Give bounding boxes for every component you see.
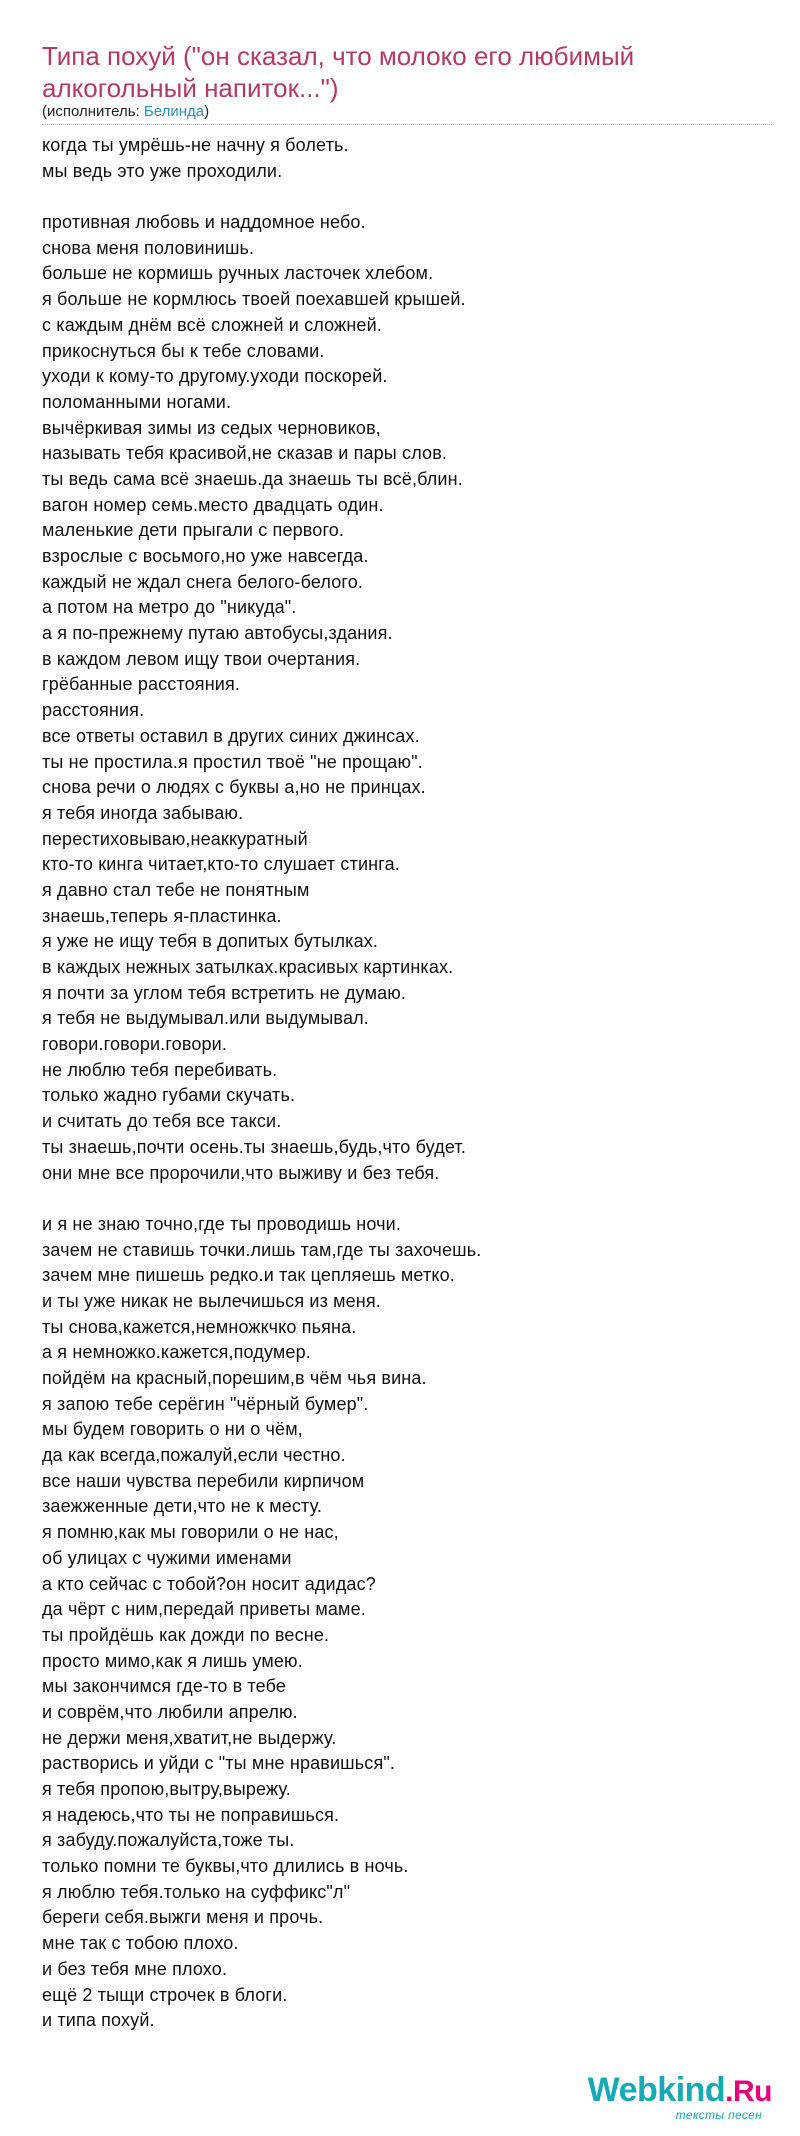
lyric-line: в каждом левом ищу твои очертания. <box>42 648 361 669</box>
lyric-line: не люблю тебя перебивать. <box>42 1059 278 1080</box>
lyric-line: поломанными ногами. <box>42 391 232 412</box>
lyric-line: уходи к кому-то другому.уходи поскорей. <box>42 366 388 387</box>
lyric-line: ты ведь сама всё знаешь.да знаешь ты всё,блин. <box>42 468 463 489</box>
lyric-line: и типа похуй. <box>42 2010 155 2031</box>
lyric-line: ты не простила.я простил твоё "не прощаю". <box>42 751 423 772</box>
lyric-line: и соврём,что любили апрелю. <box>42 1701 298 1722</box>
lyric-line: перестиховываю,неаккуратный <box>42 828 308 849</box>
logo-tagline: тексты песен <box>675 2108 762 2122</box>
lyric-line: я больше не кормлюсь твоей поехавшей крышей. <box>42 289 466 310</box>
lyric-line: и ты уже никак не вылечишься из меня. <box>42 1290 381 1311</box>
artist-link[interactable]: Белинда <box>143 103 205 120</box>
lyric-line: когда ты умрёшь-не начну я болеть. <box>42 135 349 155</box>
lyric-line: я люблю тебя.только на суффикс"л" <box>42 1881 351 1902</box>
lyric-line: мы будем говорить о ни о чём, <box>42 1419 303 1440</box>
logo-tld: .Ru <box>725 2075 772 2108</box>
lyric-line <box>42 184 772 210</box>
lyric-line: ещё 2 тыщи строчек в блоги. <box>42 1984 288 2005</box>
lyric-line: я помню,как мы говорили о не нас, <box>42 1522 339 1543</box>
lyric-line: а потом на метро до "никуда". <box>42 597 297 618</box>
lyric-line: расстояния. <box>42 700 145 721</box>
lyric-line: только помни те буквы,что длились в ночь. <box>42 1856 409 1877</box>
lyric-line: а кто сейчас с тобой?он носит адидас? <box>42 1573 376 1594</box>
lyric-line: называть тебя красивой,не сказав и пары слов. <box>42 443 448 464</box>
lyric-line: ты пройдёшь как дожди по весне. <box>42 1624 330 1645</box>
lyric-line: ты знаешь,почти осень.ты знаешь,будь,что будет. <box>42 1136 466 1157</box>
lyric-line: я тебя пропою,вытру,вырежу. <box>42 1779 291 1799</box>
lyric-line: в каждых нежных затылках.красивых картинках. <box>42 957 454 977</box>
lyric-line: больше не кормишь ручных ласточек хлебом. <box>42 263 434 284</box>
lyric-line: мы ведь это уже проходили. <box>42 160 283 181</box>
lyric-line: снова речи о людях с буквы а,но не принцах. <box>42 777 426 798</box>
logo-wordmark <box>588 2072 772 2110</box>
header-divider <box>42 124 772 125</box>
artist-suffix: ) <box>204 103 210 120</box>
logo-brand: Webkind <box>587 2071 726 2109</box>
artist-line <box>42 102 209 122</box>
lyric-line: я давно стал тебе не понятным <box>42 879 310 900</box>
lyric-line: зачем не ставишь точки.лишь там,где ты захочешь. <box>42 1239 482 1260</box>
site-logo[interactable] <box>588 2072 772 2122</box>
lyric-line: вагон номер семь.место двадцать один. <box>42 494 384 515</box>
lyric-line: говори.говори.говори. <box>42 1034 228 1055</box>
lyric-line: да чёрт с ним,передай приветы маме. <box>42 1599 366 1620</box>
lyric-line: мне так с тобою плохо. <box>42 1933 239 1954</box>
lyrics-text <box>42 133 772 2034</box>
lyric-line: я забуду.пожалуйста,тоже ты. <box>42 1830 295 1851</box>
lyric-line: грёбанные расстояния. <box>42 674 241 695</box>
artist-prefix: (исполнитель: <box>42 103 144 120</box>
lyric-line: взрослые с восьмого,но уже навсегда. <box>42 546 369 566</box>
lyric-line: я уже не ищу тебя в допитых бутылках. <box>42 931 379 952</box>
lyric-line: все ответы оставил в других синих джинсах. <box>42 725 420 746</box>
lyric-line: а я по-прежнему путаю автобусы,здания. <box>42 623 393 644</box>
lyric-line: снова меня половинишь. <box>42 237 255 258</box>
lyric-line: заежженные дети,что не к месту. <box>42 1496 323 1517</box>
lyric-line: с каждым днём всё сложней и сложней. <box>42 314 382 335</box>
lyric-line: кто-то кинга читает,кто-то слушает стинга. <box>42 854 400 875</box>
lyric-line: об улицах с чужими именами <box>42 1547 292 1568</box>
lyric-line: я надеюсь,что ты не поправишься. <box>42 1804 340 1825</box>
lyric-line: и я не знаю точно,где ты проводишь ночи. <box>42 1213 402 1234</box>
lyric-line: прикоснуться бы к тебе словами. <box>42 340 325 361</box>
song-title: Типа похуй ("он сказал, что молоко его любимый алкогольный напиток...") <box>42 41 635 103</box>
lyric-line: все наши чувства перебили кирпичом <box>42 1470 365 1491</box>
lyric-line: я тебя не выдумывал.или выдумывал. <box>42 1008 369 1029</box>
lyric-line: мы закончимся где-то в тебе <box>42 1676 287 1697</box>
lyric-line: зачем мне пишешь редко.и так цепляешь метко. <box>42 1265 455 1286</box>
lyric-line: только жадно губами скучать. <box>42 1085 296 1106</box>
lyric-line: знаешь,теперь я-пластинка. <box>42 905 282 926</box>
lyric-line: и считать до тебя все такси. <box>42 1111 282 1132</box>
lyric-line: а я немножко.кажется,подумер. <box>42 1342 311 1363</box>
lyric-line: ты снова,кажется,немножкчко пьяна. <box>42 1316 357 1337</box>
lyric-line: я почти за углом тебя встретить не думаю. <box>42 982 407 1003</box>
lyric-line: и без тебя мне плохо. <box>42 1958 228 1979</box>
lyric-line <box>42 1186 772 1212</box>
lyric-line: я тебя иногда забываю. <box>42 802 244 823</box>
lyric-line: я запою тебе серёгин "чёрный бумер". <box>42 1393 369 1414</box>
lyric-line: береги себя.выжги меня и прочь. <box>42 1907 324 1928</box>
lyric-line: просто мимо,как я лишь умею. <box>42 1650 303 1671</box>
lyric-line: они мне все пророчили,что выживу и без тебя. <box>42 1162 440 1183</box>
lyric-line: растворись и уйди с "ты мне нравишься". <box>42 1753 396 1774</box>
lyric-line: маленькие дети прыгали с первого. <box>42 520 345 541</box>
lyric-line: да как всегда,пожалуй,если честно. <box>42 1445 346 1466</box>
lyric-line: пойдём на красный,порешим,в чём чья вина. <box>42 1368 427 1388</box>
lyric-line: не держи меня,хватит,не выдержу. <box>42 1727 337 1748</box>
lyric-line: каждый не ждал снега белого-белого. <box>42 571 364 592</box>
lyric-line: противная любовь и наддомное небо. <box>42 212 366 233</box>
lyric-line: вычёркивая зимы из седых черновиков, <box>42 417 381 438</box>
